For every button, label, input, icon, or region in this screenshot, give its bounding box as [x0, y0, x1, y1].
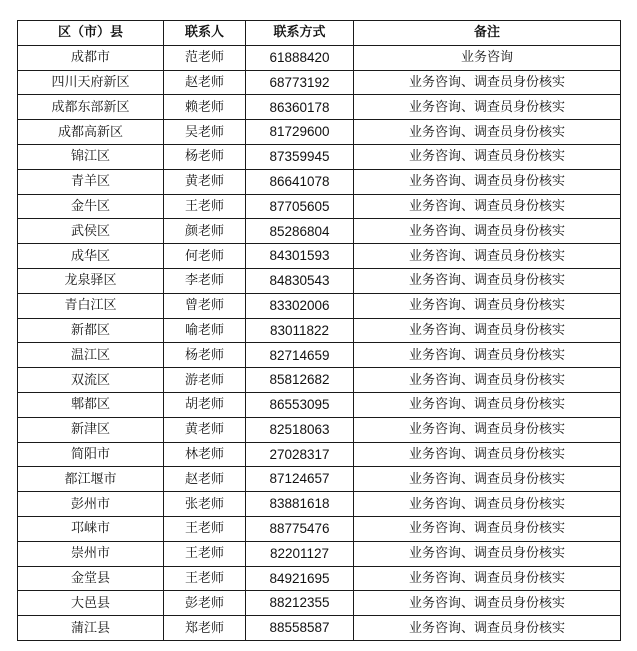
- phone-cell: 83881618: [246, 492, 354, 517]
- contact-cell: 王老师: [164, 516, 246, 541]
- header-contact: 联系人: [164, 21, 246, 46]
- remark-cell: 业务咨询、调查员身份核实: [354, 144, 621, 169]
- contact-cell: 曾老师: [164, 293, 246, 318]
- region-cell: 金牛区: [18, 194, 164, 219]
- remark-cell: 业务咨询、调查员身份核实: [354, 467, 621, 492]
- region-cell: 大邑县: [18, 591, 164, 616]
- contact-cell: 胡老师: [164, 392, 246, 417]
- table-row: [18, 194, 621, 219]
- table-row: [18, 45, 621, 70]
- contact-cell: 颜老师: [164, 219, 246, 244]
- region-cell: 龙泉驿区: [18, 268, 164, 293]
- region-cell: 彭州市: [18, 492, 164, 517]
- phone-cell: 88558587: [246, 616, 354, 641]
- remark-cell: 业务咨询、调查员身份核实: [354, 268, 621, 293]
- remark-cell: 业务咨询、调查员身份核实: [354, 417, 621, 442]
- table-row: [18, 343, 621, 368]
- remark-cell: 业务咨询、调查员身份核实: [354, 244, 621, 269]
- region-cell: 武侯区: [18, 219, 164, 244]
- phone-cell: 82714659: [246, 343, 354, 368]
- contact-cell: 赖老师: [164, 95, 246, 120]
- region-cell: 金堂县: [18, 566, 164, 591]
- contact-table: [17, 20, 621, 641]
- table-row: [18, 95, 621, 120]
- header-phone: 联系方式: [246, 21, 354, 46]
- remark-cell: 业务咨询、调查员身份核实: [354, 616, 621, 641]
- region-cell: 邛崃市: [18, 516, 164, 541]
- phone-cell: 82201127: [246, 541, 354, 566]
- remark-cell: 业务咨询、调查员身份核实: [354, 120, 621, 145]
- phone-cell: 85812682: [246, 368, 354, 393]
- table-row: [18, 541, 621, 566]
- phone-cell: 87705605: [246, 194, 354, 219]
- phone-cell: 82518063: [246, 417, 354, 442]
- remark-cell: 业务咨询、调查员身份核实: [354, 591, 621, 616]
- region-cell: 蒲江县: [18, 616, 164, 641]
- phone-cell: 68773192: [246, 70, 354, 95]
- phone-cell: 84921695: [246, 566, 354, 591]
- contact-cell: 张老师: [164, 492, 246, 517]
- table-row: [18, 467, 621, 492]
- remark-cell: 业务咨询、调查员身份核实: [354, 318, 621, 343]
- table-row: [18, 120, 621, 145]
- table-body: [18, 45, 621, 640]
- table-row: [18, 169, 621, 194]
- table-row: [18, 219, 621, 244]
- table-row: [18, 516, 621, 541]
- region-cell: 锦江区: [18, 144, 164, 169]
- table-row: [18, 293, 621, 318]
- phone-cell: 81729600: [246, 120, 354, 145]
- phone-cell: 83302006: [246, 293, 354, 318]
- header-region: 区（市）县: [18, 21, 164, 46]
- table-row: [18, 616, 621, 641]
- contact-cell: 游老师: [164, 368, 246, 393]
- region-cell: 成华区: [18, 244, 164, 269]
- region-cell: 温江区: [18, 343, 164, 368]
- phone-cell: 87124657: [246, 467, 354, 492]
- table-row: [18, 442, 621, 467]
- header-remark: 备注: [354, 21, 621, 46]
- table-row: [18, 368, 621, 393]
- remark-cell: 业务咨询、调查员身份核实: [354, 194, 621, 219]
- remark-cell: 业务咨询、调查员身份核实: [354, 169, 621, 194]
- contact-cell: 范老师: [164, 45, 246, 70]
- region-cell: 成都市: [18, 45, 164, 70]
- region-cell: 新津区: [18, 417, 164, 442]
- remark-cell: 业务咨询、调查员身份核实: [354, 566, 621, 591]
- contact-cell: 何老师: [164, 244, 246, 269]
- region-cell: 四川天府新区: [18, 70, 164, 95]
- region-cell: 都江堰市: [18, 467, 164, 492]
- contact-cell: 王老师: [164, 566, 246, 591]
- remark-cell: 业务咨询、调查员身份核实: [354, 368, 621, 393]
- header-row: [18, 21, 621, 46]
- region-cell: 简阳市: [18, 442, 164, 467]
- region-cell: 青羊区: [18, 169, 164, 194]
- phone-cell: 27028317: [246, 442, 354, 467]
- contact-cell: 黄老师: [164, 169, 246, 194]
- contact-cell: 杨老师: [164, 343, 246, 368]
- contact-cell: 黄老师: [164, 417, 246, 442]
- table-row: [18, 268, 621, 293]
- region-cell: 成都高新区: [18, 120, 164, 145]
- region-cell: 新都区: [18, 318, 164, 343]
- contact-cell: 杨老师: [164, 144, 246, 169]
- table-row: [18, 591, 621, 616]
- contact-cell: 林老师: [164, 442, 246, 467]
- phone-cell: 86553095: [246, 392, 354, 417]
- contact-cell: 喻老师: [164, 318, 246, 343]
- remark-cell: 业务咨询、调查员身份核实: [354, 343, 621, 368]
- remark-cell: 业务咨询、调查员身份核实: [354, 492, 621, 517]
- table-row: [18, 492, 621, 517]
- remark-cell: 业务咨询、调查员身份核实: [354, 541, 621, 566]
- region-cell: 双流区: [18, 368, 164, 393]
- contact-cell: 郑老师: [164, 616, 246, 641]
- remark-cell: 业务咨询、调查员身份核实: [354, 95, 621, 120]
- phone-cell: 87359945: [246, 144, 354, 169]
- contact-cell: 王老师: [164, 541, 246, 566]
- table-row: [18, 70, 621, 95]
- contact-cell: 赵老师: [164, 70, 246, 95]
- region-cell: 郫都区: [18, 392, 164, 417]
- table-row: [18, 318, 621, 343]
- contact-cell: 彭老师: [164, 591, 246, 616]
- region-cell: 崇州市: [18, 541, 164, 566]
- phone-cell: 86360178: [246, 95, 354, 120]
- phone-cell: 85286804: [246, 219, 354, 244]
- table-row: [18, 144, 621, 169]
- remark-cell: 业务咨询、调查员身份核实: [354, 516, 621, 541]
- remark-cell: 业务咨询、调查员身份核实: [354, 70, 621, 95]
- table-row: [18, 566, 621, 591]
- phone-cell: 83011822: [246, 318, 354, 343]
- contact-cell: 王老师: [164, 194, 246, 219]
- phone-cell: 88212355: [246, 591, 354, 616]
- table-row: [18, 244, 621, 269]
- remark-cell: 业务咨询、调查员身份核实: [354, 293, 621, 318]
- phone-cell: 84301593: [246, 244, 354, 269]
- phone-cell: 84830543: [246, 268, 354, 293]
- remark-cell: 业务咨询、调查员身份核实: [354, 392, 621, 417]
- remark-cell: 业务咨询、调查员身份核实: [354, 219, 621, 244]
- contact-cell: 吴老师: [164, 120, 246, 145]
- remark-cell: 业务咨询: [354, 45, 621, 70]
- region-cell: 成都东部新区: [18, 95, 164, 120]
- contact-cell: 李老师: [164, 268, 246, 293]
- phone-cell: 86641078: [246, 169, 354, 194]
- phone-cell: 88775476: [246, 516, 354, 541]
- remark-cell: 业务咨询、调查员身份核实: [354, 442, 621, 467]
- table-row: [18, 417, 621, 442]
- phone-cell: 61888420: [246, 45, 354, 70]
- contact-cell: 赵老师: [164, 467, 246, 492]
- table-row: [18, 392, 621, 417]
- region-cell: 青白江区: [18, 293, 164, 318]
